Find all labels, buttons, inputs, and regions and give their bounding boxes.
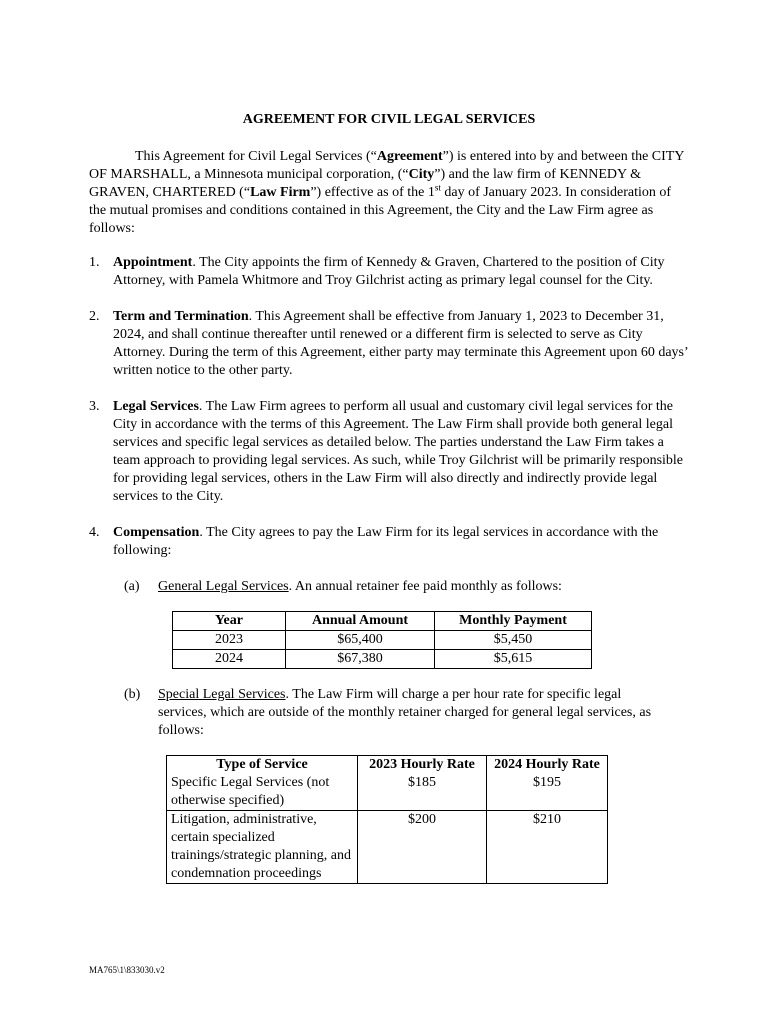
section-number: 3. [89, 399, 100, 414]
table-header-2024-rate: 2024 Hourly Rate [487, 756, 608, 775]
table-row [167, 811, 608, 884]
table-row [173, 650, 592, 669]
table-header-2023-rate: 2023 Hourly Rate [358, 756, 487, 775]
subitem-heading: General Legal Services [158, 579, 289, 594]
section-heading: Legal Services [113, 399, 199, 414]
intro-term-city: City [408, 167, 435, 182]
intro-ordinal-suffix: st [434, 182, 441, 193]
subitem-general-legal-services [89, 578, 689, 596]
section-text: . The Law Firm agrees to perform all usual and customary civil legal services for the City in accordance with the terms of this Agreement. The Law Firm shall provide both general legal services and specific legal services as detailed below. The parties understand the Law Firm takes a team approach to providing legal services. As such, while Troy Gilchrist will be primarily responsible for providing legal services, others in the Law Firm will also directly and indirectly provide legal services to the City. [113, 399, 684, 504]
table-cell: $5,615 [435, 650, 592, 669]
table-cell: Litigation, administrative, certain specialized trainings/strategic planning, and condemnation proceedings [167, 811, 358, 884]
table-cell: $67,380 [286, 650, 435, 669]
subitem-marker: (b) [124, 687, 141, 702]
table-cell: 2023 [173, 631, 286, 650]
intro-term-law-firm: Law Firm [250, 185, 311, 200]
table-cell: 2024 [173, 650, 286, 669]
section-number: 2. [89, 309, 100, 324]
intro-text-5: day of January 2023. In consideration of the mutual promises and conditions contained in this Agreement, the City and the Law Firm agree as follows: [89, 185, 672, 236]
table-cell: $200 [358, 811, 487, 884]
subitem-heading: Special Legal Services [158, 687, 286, 702]
section-heading: Compensation [113, 525, 200, 540]
table-header-monthly-payment: Monthly Payment [435, 612, 592, 631]
document-footer-id: MA765\1\833030.v2 [89, 965, 165, 975]
intro-text-1: This Agreement for Civil Legal Services (“ [135, 149, 377, 164]
subitem-special-legal-services [89, 686, 668, 740]
section-number: 4. [89, 525, 100, 540]
intro-text-3: ”) and the law firm of KENNEDY & GRAVEN, CHARTERED (“ [89, 167, 641, 200]
retainer-table [172, 611, 592, 669]
hourly-rate-table [166, 755, 608, 884]
table-header-row [167, 756, 608, 775]
document-title: AGREEMENT FOR CIVIL LEGAL SERVICES [242, 112, 536, 127]
table-header-year: Year [173, 612, 286, 631]
table-cell: $65,400 [286, 631, 435, 650]
section-heading: Appointment [113, 255, 193, 270]
intro-text-2: ”) is entered into by and between the CITY OF MARSHALL, a Minnesota municipal corporation, (“ [89, 149, 684, 182]
subitem-text: . An annual retainer fee paid monthly as follows: [288, 579, 562, 594]
table-header-type-of-service: Type of Service [167, 756, 358, 775]
section-legal-services [89, 398, 689, 506]
section-text: . The City appoints the firm of Kennedy & Graven, Chartered to the position of City Attorney, with Pamela Whitmore and Troy Gilchrist acting as primary legal counsel for the City. [113, 255, 665, 288]
section-heading: Term and Termination [113, 309, 249, 324]
table-cell: $195 [487, 774, 608, 811]
subitem-text: . The Law Firm will charge a per hour rate for specific legal services, which are outside of the monthly retainer charged for general legal services, as follows: [158, 687, 652, 738]
section-term-termination [89, 308, 689, 380]
section-text: . This Agreement shall be effective from January 1, 2023 to December 31, 2024, and shall continue thereafter until renewed or a different firm is selected to serve as City Attorney. During the term of this Agreement, either party may terminate this Agreement upon 60 days’ written notice to the other party. [113, 309, 688, 378]
section-appointment [89, 254, 689, 290]
table-cell: $5,450 [435, 631, 592, 650]
section-number: 1. [89, 255, 100, 270]
intro-term-agreement: Agreement [376, 149, 443, 164]
section-compensation [89, 524, 689, 884]
table-row [173, 631, 592, 650]
table-header-row [173, 612, 592, 631]
intro-paragraph [89, 148, 689, 238]
intro-text-4: ”) effective as of the 1 [310, 185, 435, 200]
table-header-annual-amount: Annual Amount [286, 612, 435, 631]
table-cell: $185 [358, 774, 487, 811]
table-row [167, 774, 608, 811]
section-list [89, 254, 689, 884]
table-cell: $210 [487, 811, 608, 884]
section-text: . The City agrees to pay the Law Firm for its legal services in accordance with the following: [113, 525, 659, 558]
subitem-marker: (a) [124, 579, 140, 594]
table-cell: Specific Legal Services (not otherwise specified) [167, 774, 358, 811]
